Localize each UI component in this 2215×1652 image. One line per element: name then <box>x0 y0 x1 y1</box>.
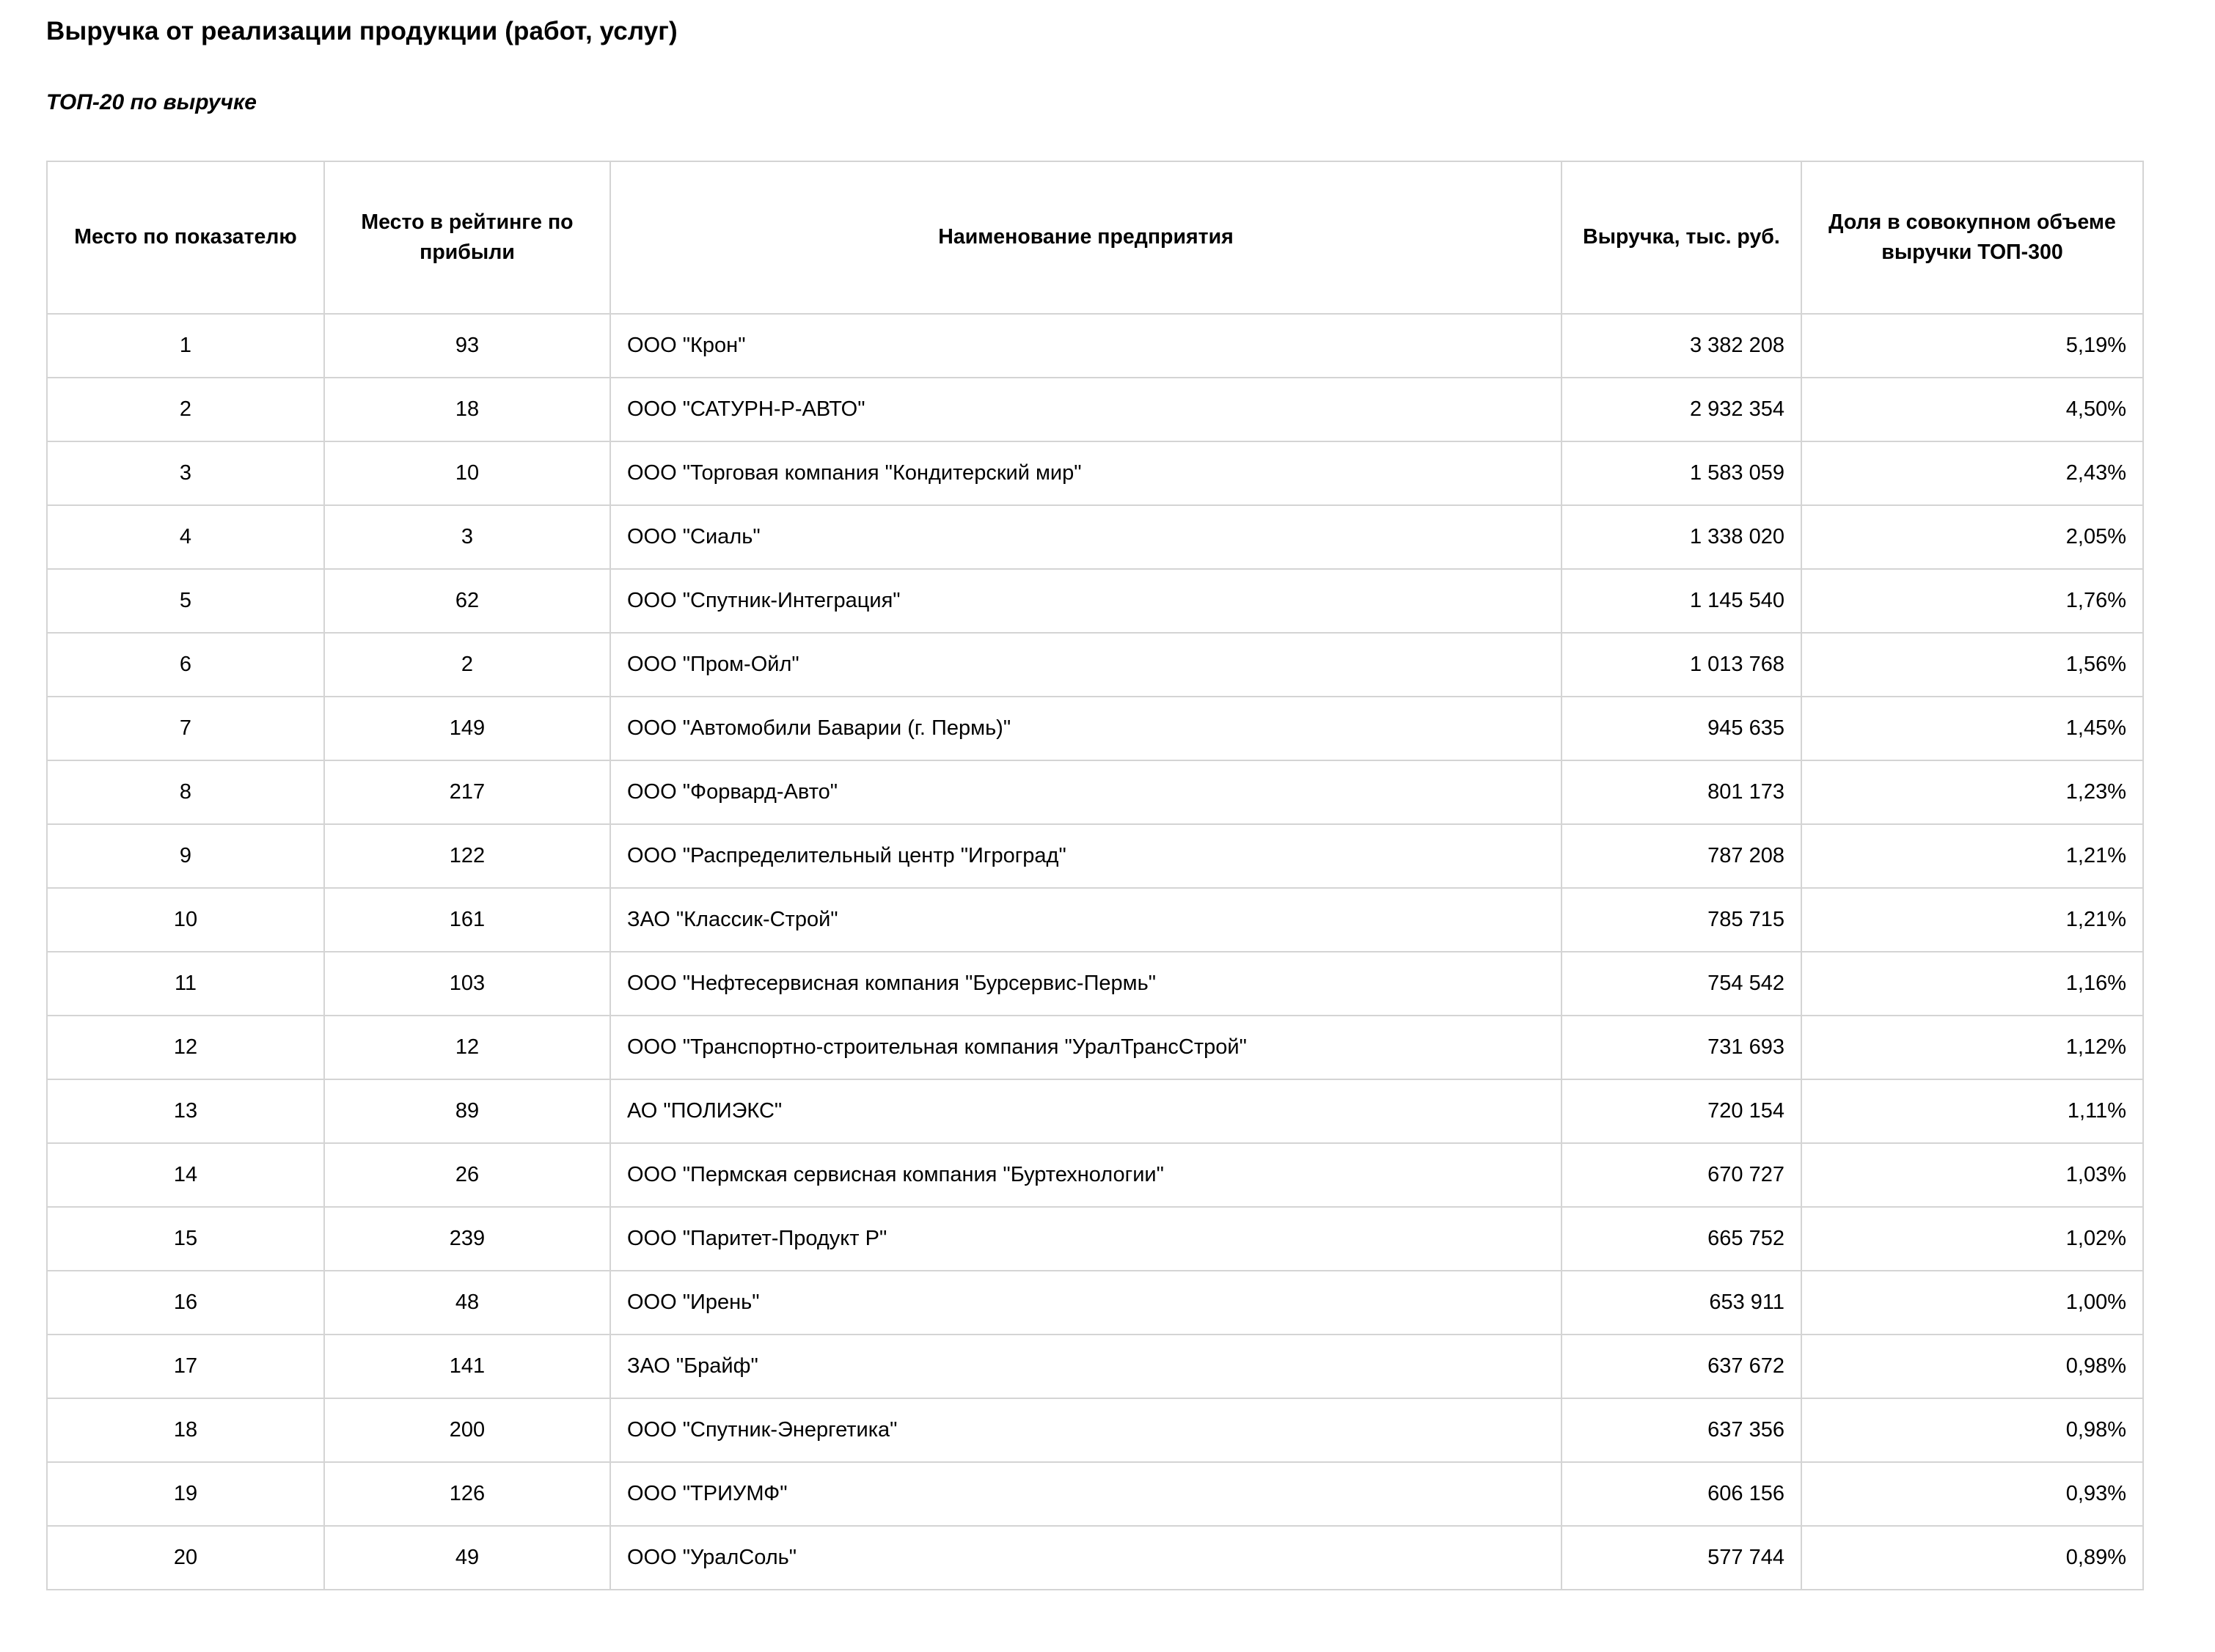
table-row <box>47 952 2143 1016</box>
cell-place: 9 <box>47 824 324 888</box>
cell-place: 8 <box>47 760 324 824</box>
cell-share: 0,93% <box>1801 1462 2143 1526</box>
cell-revenue: 2 932 354 <box>1562 378 1801 441</box>
cell-revenue: 1 338 020 <box>1562 505 1801 569</box>
cell-share: 0,89% <box>1801 1526 2143 1590</box>
cell-profit-place: 26 <box>324 1143 610 1207</box>
cell-share: 1,56% <box>1801 633 2143 697</box>
table-body <box>47 314 2143 1590</box>
table-row <box>47 314 2143 378</box>
cell-profit-place: 93 <box>324 314 610 378</box>
cell-revenue: 731 693 <box>1562 1016 1801 1079</box>
cell-share: 1,45% <box>1801 697 2143 760</box>
cell-revenue: 787 208 <box>1562 824 1801 888</box>
page-subtitle: ТОП-20 по выручке <box>46 90 257 114</box>
cell-company-name: ООО "Крон" <box>610 314 1562 378</box>
cell-place: 1 <box>47 314 324 378</box>
table-row <box>47 378 2143 441</box>
cell-share: 1,03% <box>1801 1143 2143 1207</box>
cell-revenue: 720 154 <box>1562 1079 1801 1143</box>
top20-table-container <box>46 161 2142 1590</box>
cell-revenue: 785 715 <box>1562 888 1801 952</box>
cell-revenue: 1 583 059 <box>1562 441 1801 505</box>
cell-company-name: АО "ПОЛИЭКС" <box>610 1079 1562 1143</box>
column-header-revenue: Выручка, тыс. руб. <box>1562 161 1801 314</box>
table-row <box>47 1207 2143 1271</box>
cell-revenue: 670 727 <box>1562 1143 1801 1207</box>
table-row <box>47 441 2143 505</box>
cell-company-name: ЗАО "Брайф" <box>610 1335 1562 1398</box>
cell-profit-place: 141 <box>324 1335 610 1398</box>
cell-revenue: 801 173 <box>1562 760 1801 824</box>
cell-place: 20 <box>47 1526 324 1590</box>
table-row <box>47 1016 2143 1079</box>
page-title: Выручка от реализации продукции (работ, услуг) <box>46 17 678 45</box>
table-row <box>47 1079 2143 1143</box>
cell-share: 1,76% <box>1801 569 2143 633</box>
cell-profit-place: 3 <box>324 505 610 569</box>
cell-share: 1,02% <box>1801 1207 2143 1271</box>
top20-revenue-table <box>46 161 2144 1590</box>
cell-profit-place: 161 <box>324 888 610 952</box>
cell-company-name: ООО "ТРИУМФ" <box>610 1462 1562 1526</box>
cell-place: 2 <box>47 378 324 441</box>
cell-profit-place: 217 <box>324 760 610 824</box>
cell-place: 18 <box>47 1398 324 1462</box>
table-header-row <box>47 161 2143 314</box>
cell-profit-place: 62 <box>324 569 610 633</box>
cell-place: 6 <box>47 633 324 697</box>
table-row <box>47 824 2143 888</box>
cell-share: 1,21% <box>1801 824 2143 888</box>
cell-share: 4,50% <box>1801 378 2143 441</box>
cell-revenue: 754 542 <box>1562 952 1801 1016</box>
cell-revenue: 1 145 540 <box>1562 569 1801 633</box>
table-row <box>47 697 2143 760</box>
cell-company-name: ООО "Автомобили Баварии (г. Пермь)" <box>610 697 1562 760</box>
cell-place: 7 <box>47 697 324 760</box>
cell-place: 11 <box>47 952 324 1016</box>
table-row <box>47 888 2143 952</box>
cell-place: 14 <box>47 1143 324 1207</box>
table-row <box>47 1462 2143 1526</box>
cell-place: 4 <box>47 505 324 569</box>
column-header-place-in-profit-rating: Место в рейтинге по прибыли <box>324 161 610 314</box>
cell-company-name: ООО "Пром-Ойл" <box>610 633 1562 697</box>
cell-company-name: ООО "Форвард-Авто" <box>610 760 1562 824</box>
cell-profit-place: 200 <box>324 1398 610 1462</box>
cell-company-name: ООО "Спутник-Интеграция" <box>610 569 1562 633</box>
table-header <box>47 161 2143 314</box>
cell-company-name: ООО "Нефтесервисная компания "Бурсервис-Пермь" <box>610 952 1562 1016</box>
table-row <box>47 569 2143 633</box>
cell-revenue: 637 356 <box>1562 1398 1801 1462</box>
cell-share: 1,12% <box>1801 1016 2143 1079</box>
table-row <box>47 760 2143 824</box>
cell-share: 1,23% <box>1801 760 2143 824</box>
column-header-company-name: Наименование предприятия <box>610 161 1562 314</box>
cell-profit-place: 12 <box>324 1016 610 1079</box>
cell-share: 0,98% <box>1801 1335 2143 1398</box>
cell-revenue: 945 635 <box>1562 697 1801 760</box>
table-row <box>47 1271 2143 1335</box>
cell-revenue: 637 672 <box>1562 1335 1801 1398</box>
cell-company-name: ООО "Транспортно-строительная компания "УралТрансСтрой" <box>610 1016 1562 1079</box>
cell-profit-place: 239 <box>324 1207 610 1271</box>
cell-share: 1,11% <box>1801 1079 2143 1143</box>
cell-profit-place: 2 <box>324 633 610 697</box>
cell-place: 19 <box>47 1462 324 1526</box>
cell-profit-place: 149 <box>324 697 610 760</box>
cell-profit-place: 48 <box>324 1271 610 1335</box>
cell-company-name: ЗАО "Классик-Строй" <box>610 888 1562 952</box>
cell-revenue: 577 744 <box>1562 1526 1801 1590</box>
cell-share: 5,19% <box>1801 314 2143 378</box>
cell-share: 0,98% <box>1801 1398 2143 1462</box>
cell-company-name: ООО "САТУРН-Р-АВТО" <box>610 378 1562 441</box>
cell-company-name: ООО "Сиаль" <box>610 505 1562 569</box>
cell-place: 12 <box>47 1016 324 1079</box>
table-row <box>47 1143 2143 1207</box>
cell-revenue: 3 382 208 <box>1562 314 1801 378</box>
cell-place: 10 <box>47 888 324 952</box>
cell-company-name: ООО "Ирень" <box>610 1271 1562 1335</box>
cell-profit-place: 103 <box>324 952 610 1016</box>
cell-place: 13 <box>47 1079 324 1143</box>
cell-share: 1,00% <box>1801 1271 2143 1335</box>
cell-revenue: 665 752 <box>1562 1207 1801 1271</box>
cell-place: 17 <box>47 1335 324 1398</box>
cell-company-name: ООО "Торговая компания "Кондитерский мир" <box>610 441 1562 505</box>
table-row <box>47 505 2143 569</box>
column-header-place-by-metric: Место по показателю <box>47 161 324 314</box>
cell-place: 3 <box>47 441 324 505</box>
cell-revenue: 653 911 <box>1562 1271 1801 1335</box>
cell-profit-place: 89 <box>324 1079 610 1143</box>
cell-revenue: 1 013 768 <box>1562 633 1801 697</box>
table-row <box>47 1526 2143 1590</box>
cell-profit-place: 10 <box>324 441 610 505</box>
cell-company-name: ООО "Пермская сервисная компания "Буртехнологии" <box>610 1143 1562 1207</box>
cell-profit-place: 49 <box>324 1526 610 1590</box>
cell-profit-place: 18 <box>324 378 610 441</box>
table-row <box>47 1398 2143 1462</box>
cell-profit-place: 122 <box>324 824 610 888</box>
cell-share: 1,21% <box>1801 888 2143 952</box>
table-row <box>47 633 2143 697</box>
cell-profit-place: 126 <box>324 1462 610 1526</box>
cell-share: 1,16% <box>1801 952 2143 1016</box>
table-row <box>47 1335 2143 1398</box>
cell-share: 2,05% <box>1801 505 2143 569</box>
cell-company-name: ООО "Паритет-Продукт Р" <box>610 1207 1562 1271</box>
cell-revenue: 606 156 <box>1562 1462 1801 1526</box>
cell-place: 16 <box>47 1271 324 1335</box>
cell-company-name: ООО "Распределительный центр "Игроград" <box>610 824 1562 888</box>
cell-company-name: ООО "УралСоль" <box>610 1526 1562 1590</box>
cell-company-name: ООО "Спутник-Энергетика" <box>610 1398 1562 1462</box>
cell-place: 5 <box>47 569 324 633</box>
column-header-share: Доля в совокупном объеме выручки ТОП-300 <box>1801 161 2143 314</box>
cell-share: 2,43% <box>1801 441 2143 505</box>
cell-place: 15 <box>47 1207 324 1271</box>
